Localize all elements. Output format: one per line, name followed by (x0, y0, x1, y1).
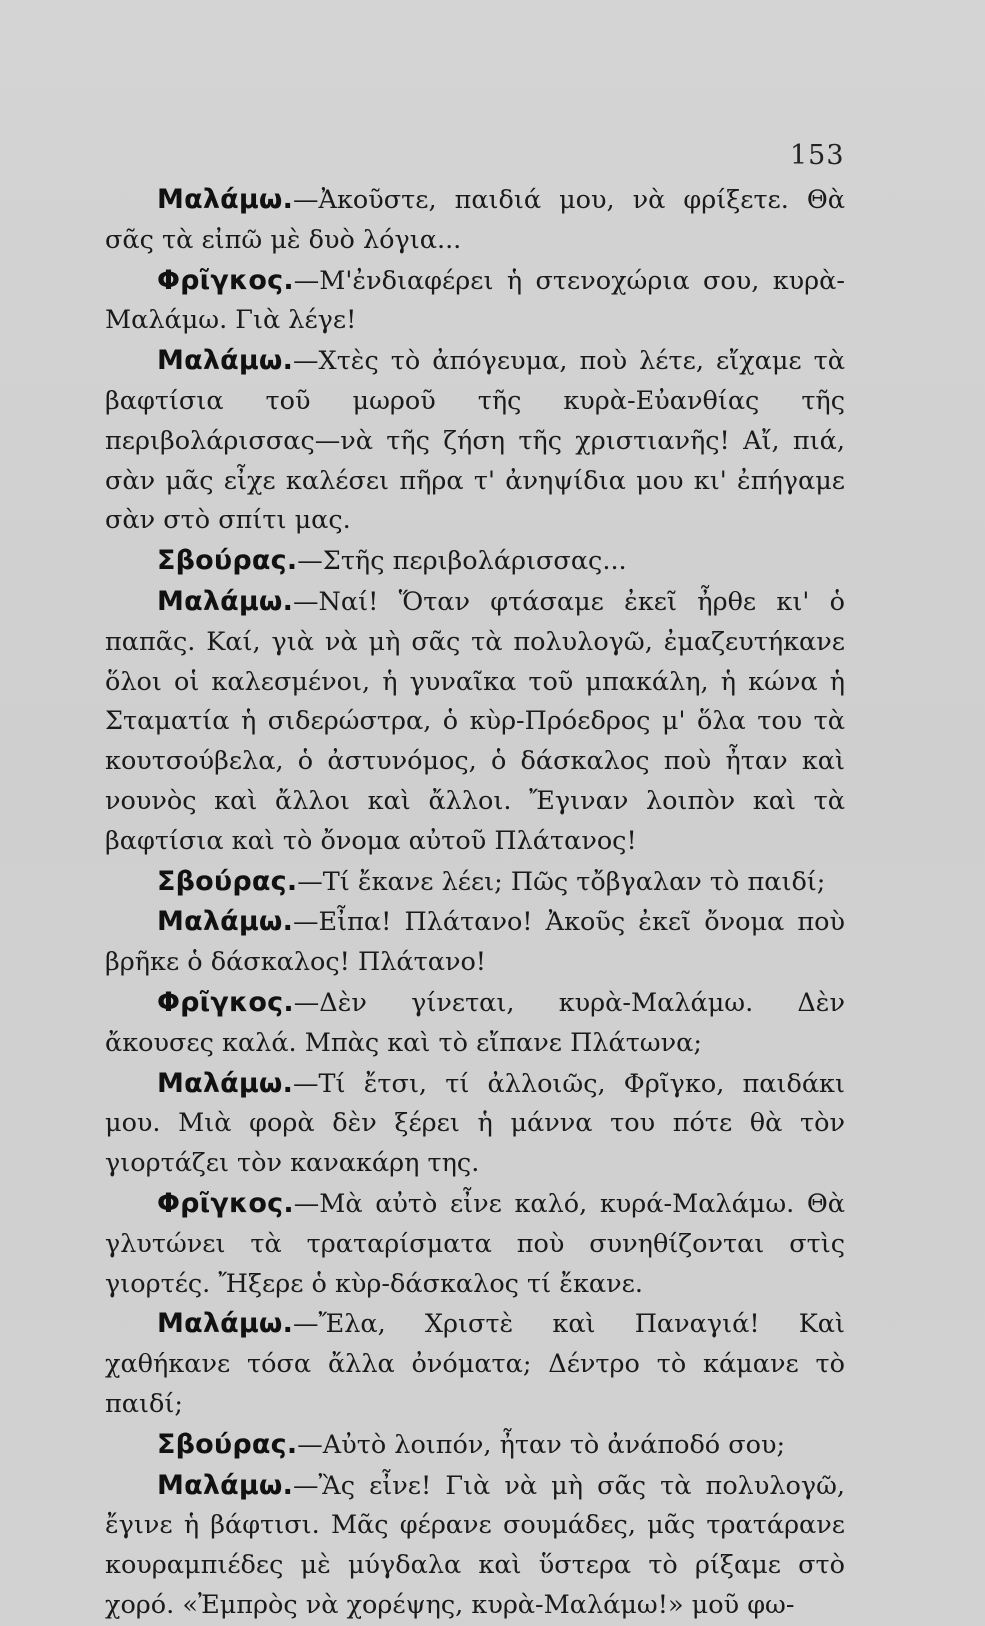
dialogue-paragraph (105, 1466, 845, 1626)
speech-text: —Ἔλα, Χριστὲ καὶ Παναγιά! Καὶ χαθήκανε τόσα ἄλλα ὀνόματα; Δέντρο τὸ κάμανε τὸ παιδί; (105, 1309, 845, 1419)
speaker-name: Φρῖγκος. (157, 264, 294, 296)
dialogue-paragraph (105, 1425, 845, 1466)
dialogue-paragraph (105, 541, 845, 582)
speech-text: —Δὲν γίνεται, κυρὰ-Μαλάμω. Δὲν ἄκουσες καλά. Μπὰς καὶ τὸ εἴπανε Πλάτωνα; (105, 987, 845, 1058)
speaker-name: Σβούρας. (157, 1428, 298, 1460)
speaker-name: Μαλάμω. (157, 585, 294, 617)
speaker-name: Σβούρας. (157, 545, 298, 577)
speaker-name: Φρῖγκος. (157, 986, 294, 1018)
dialogue-paragraph (105, 1064, 845, 1184)
speaker-name: Μαλάμω. (157, 345, 294, 377)
speech-text: —Ἂς εἶνε! Γιὰ νὰ μὴ σᾶς τὰ πολυλογῶ, ἔγινε ἡ βάφτισι. Μᾶς φέρανε σουμάδες, μᾶς τρατάρανε κουραμπιέδες μὲ μύγδαλα καὶ ὕστερα τὸ ρίξαμε στὸ χορό. «Ἐμπρὸς νὰ χορέψης, κυρὰ-Μαλάμω!» μοῦ φω- (105, 1470, 845, 1620)
dialogue-paragraph (105, 341, 845, 541)
speech-text: —Εἶπα! Πλάτανο! Ἀκοῦς ἐκεῖ ὄνομα ποὺ βρῆκε ὁ δάσκαλος! Πλάτανο! (105, 907, 845, 978)
speaker-name: Μαλάμω. (157, 1469, 294, 1501)
speech-text: —Ναί! Ὅταν φτάσαμε ἐκεῖ ἦρθε κι' ὁ παπᾶς. Καί, γιὰ νὰ μὴ σᾶς τὰ πολυλογῶ, ἐμαζευτήκανε ὅλοι οἱ καλεσμένοι, ἡ γυναῖκα τοῦ μπακάλη, ἡ κώνα ἡ Σταματία ἡ σιδερώστρα, ὁ κὺρ-Πρόεδρος μ' ὅλα του τὰ κουτσούβελα, ὁ ἀστυνόμος, ὁ δάσκαλος ποὺ ἦταν καὶ νουνὸς καὶ ἄλλοι καὶ ἄλλοι. Ἔγιναν λοιπὸν καὶ τὰ βαφτίσια καὶ τὸ ὄνομα αὐτοῦ Πλάτανος! (105, 586, 845, 856)
speech-text: —Στῆς περιβολάρισσας... (297, 546, 627, 577)
speaker-name: Φρῖγκος. (157, 1187, 294, 1219)
dialogue-paragraph (105, 983, 845, 1064)
speaker-name: Σβούρας. (157, 865, 298, 897)
speaker-name: Μαλάμω. (157, 1308, 294, 1340)
speech-text: —Τί ἔτσι, τί ἀλλοιῶς, Φρῖγκο, παιδάκι μου. Μιὰ φορὰ δὲν ξέρει ἡ μάννα του πότε θὰ τὸν γιορτάζει τὸν κανακάρη της. (105, 1068, 845, 1179)
speech-text: —Χτὲς τὸ ἀπόγευμα, ποὺ λέτε, εἴχαμε τὰ βαφτίσια τοῦ μωροῦ τῆς κυρὰ-Εὐανθίας τῆς περιβολάρισσας—νὰ τῆς ζήση τῆς χριστιανῆς! Αἴ, πιά, σὰν μᾶς εἶχε καλέσει πῆρα τ' ἀνηψίδια μου κι' ἐπήγαμε σὰν στὸ σπίτι μας. (105, 346, 845, 536)
dialogue-paragraph (105, 261, 845, 342)
dialogue-paragraph (105, 862, 845, 903)
speech-text: —Μὰ αὐτὸ εἶνε καλό, κυρά-Μαλάμω. Θὰ γλυτώνει τὰ τραταρίσματα ποὺ συνηθίζονται στὶς γιορτές. Ἤξερε ὁ κὺρ-δάσκαλος τί ἔκανε. (105, 1188, 845, 1299)
speech-text: —Μ'ἐνδιαφέρει ἡ στενοχώρια σου, κυρὰ-Μαλάμω. Γιὰ λέγε! (105, 265, 845, 336)
speaker-name: Μαλάμω. (157, 906, 294, 938)
dialogue-text (105, 180, 845, 1626)
page-number: 153 (790, 140, 845, 171)
dialogue-paragraph (105, 582, 845, 862)
dialogue-paragraph (105, 180, 845, 261)
dialogue-paragraph (105, 1184, 845, 1304)
speaker-name: Μαλάμω. (157, 184, 294, 215)
speech-text: —Αὐτὸ λοιπόν, ἦταν τὸ ἀνάποδό σου; (297, 1429, 786, 1460)
speaker-name: Μαλάμω. (157, 1067, 294, 1099)
dialogue-paragraph (105, 1304, 845, 1424)
dialogue-paragraph (105, 902, 845, 983)
speech-text: —Ἀκοῦστε, παιδιά μου, νὰ φρίξετε. Θὰ σᾶς τὰ εἰπῶ μὲ δυὸ λόγια... (105, 185, 845, 255)
speech-text: —Τί ἔκανε λέει; Πῶς τὄβγαλαν τὸ παιδί; (297, 866, 826, 897)
